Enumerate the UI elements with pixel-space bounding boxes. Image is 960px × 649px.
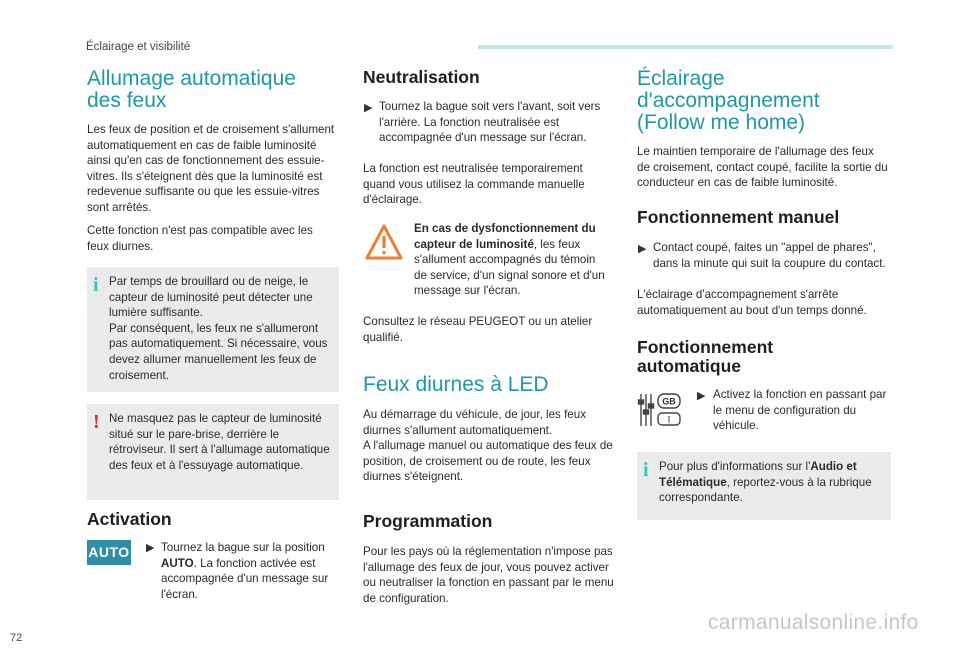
warning-triangle-icon (364, 223, 404, 261)
heading-drl: Feux diurnes à LED (363, 373, 549, 396)
title-automatic-lighting (87, 68, 347, 112)
text-run: Pour plus d'informations sur l' (659, 460, 811, 473)
text-run: A l'allumage manuel ou automatique des feux de position, de croisement ou de route, les feux diurnes s'éteignent. (363, 439, 613, 484)
info-icon: i (93, 274, 99, 296)
title-line: d'accompagnement (637, 89, 820, 112)
manual-bullet: Contact coupé, faites un "appel de phares", dans la minute qui suit la coupure du contact. (653, 241, 886, 270)
activation-text (161, 540, 336, 602)
info-note-text (659, 459, 883, 506)
controls-icon (637, 390, 683, 430)
paragraph: Consultez le réseau PEUGEOT ou un atelier qualifié. (363, 315, 593, 344)
paragraph: Pour les pays où la réglementation n'impose pas l'allumage des feux de jour, vous pouvez activer ou neutraliser la fonction en passant par le menu de configuration. (363, 545, 614, 605)
warning-note (87, 404, 339, 500)
title-line: (Follow me home) (637, 111, 806, 134)
text-bold: Audio et Télématique (659, 460, 857, 489)
text-run: Tournez la bague sur la position (161, 541, 325, 554)
watermark: carmanualsonline.info (708, 611, 919, 634)
heading-automatic (637, 338, 773, 376)
title-line: Éclairage (637, 67, 725, 90)
text-run: Au démarrage du véhicule, de jour, les feux diurnes s'allument automatiquement. (363, 408, 586, 437)
page-number: 72 (10, 632, 23, 644)
title-line: des feux (87, 89, 167, 112)
text-run: . La fonction activée est accompagnée d'un message sur l'écran. (161, 556, 329, 601)
warning-text (414, 221, 608, 299)
text-bold: AUTO (161, 556, 194, 570)
note-line: Par temps de brouillard ou de neige, le capteur de luminosité peut détecter une lumière suffisante. (109, 275, 313, 320)
title-follow-me-home (637, 68, 897, 134)
heading-programmation: Programmation (363, 511, 493, 531)
icon-label-i: I (667, 414, 671, 425)
text-run: , les feux s'allument accompagnés du témoin de service, d'un signal sonore et d'un message sur l'écran. (414, 237, 605, 298)
paragraph: Les feux de position et de croisement s'allument automatiquement en cas de faible luminosité ainsi qu'en cas de fonctionnement des essuie-vitres. Ils s'éteignent dès que la luminosité est redevenue suffisante ou que les essuie-vitres sont arrêtés. (87, 123, 335, 214)
header-rule (478, 45, 893, 49)
automatic-bullet: Activez la fonction en passant par le menu de configuration du véhicule. (713, 388, 887, 433)
paragraph: Le maintien temporaire de l'allumage des feux de croisement, contact coupé, facilite la sortie du conducteur en cas de faible luminosité. (637, 145, 888, 190)
text-run: , reportez-vous à la rubrique correspondante. (659, 475, 872, 505)
bullet-arrow-icon: ▶ (146, 542, 155, 554)
info-note (637, 452, 891, 520)
bullet-arrow-icon: ▶ (697, 390, 706, 402)
info-note-text (109, 274, 331, 383)
paragraph: Cette fonction n'est pas compatible avec les feux diurnes. (87, 224, 313, 253)
title-line: Fonctionnement (637, 337, 774, 357)
title-line: Allumage automatique (87, 67, 296, 90)
paragraph: La fonction est neutralisée temporairement quand vous utilisez la commande manuelle d'éclairage. (363, 162, 585, 207)
section-header: Éclairage et visibilité (86, 41, 191, 53)
auto-badge-icon: AUTO (87, 540, 131, 565)
info-note (87, 267, 339, 392)
neutralisation-bullet: Tournez la bague soit vers l'avant, soit vers l'arrière. La fonction neutralisée est accompagnée d'un message sur l'écran. (379, 100, 601, 145)
info-icon: i (643, 459, 649, 481)
title-line: automatique (637, 356, 742, 376)
exclamation-icon: ! (93, 411, 100, 433)
heading-manual: Fonctionnement manuel (637, 207, 840, 227)
paragraph (363, 407, 615, 485)
warning-note-text: Ne masquez pas le capteur de luminosité situé sur le pare-brise, derrière le rétroviseur. Il sert à l'allumage automatique des feux et à l'essuyage automatique. (109, 412, 330, 472)
bullet-arrow-icon: ▶ (638, 243, 647, 255)
note-line: Par conséquent, les feux ne s'allumeront pas automatiquement. Si nécessaire, vous devez allumer manuellement les feux de croisement. (109, 321, 328, 382)
bullet-arrow-icon: ▶ (364, 102, 373, 114)
text-bold: En cas de dysfonctionnement du capteur de luminosité (414, 222, 596, 251)
heading-activation: Activation (87, 509, 172, 529)
heading-neutralisation: Neutralisation (363, 67, 480, 87)
paragraph: L'éclairage d'accompagnement s'arrête automatiquement au bout d'un temps donné. (637, 288, 867, 317)
icon-label-gb: GB (662, 396, 676, 407)
